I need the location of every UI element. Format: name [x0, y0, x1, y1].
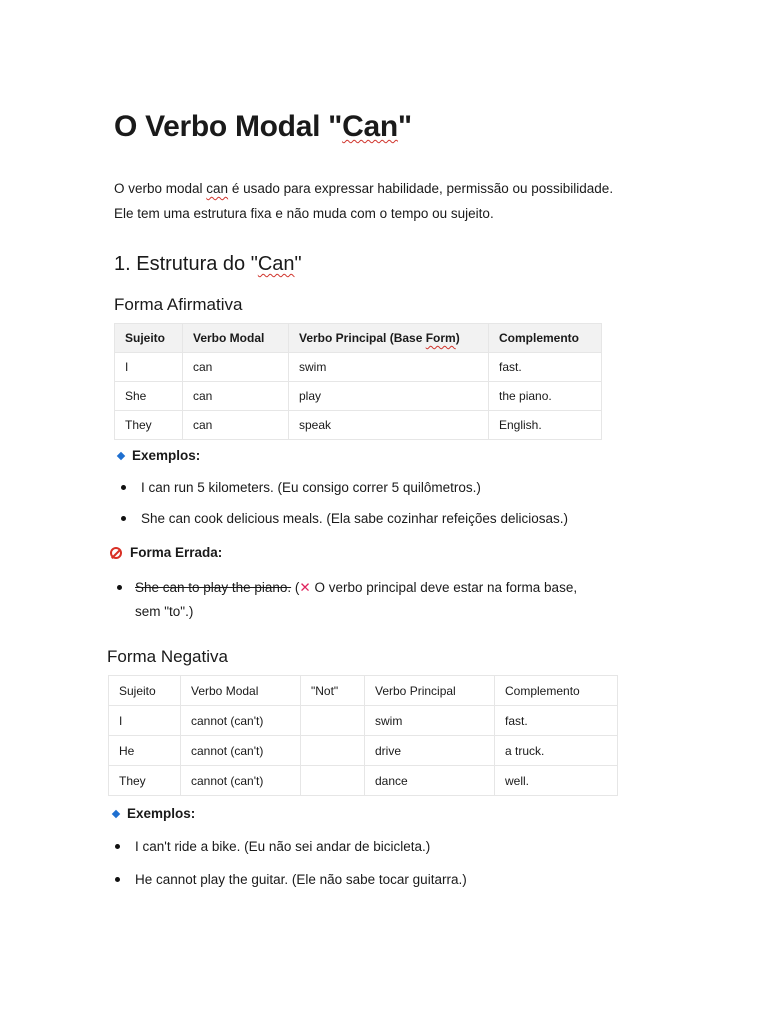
examples-label-affirmative	[118, 448, 200, 463]
cell: They	[109, 766, 181, 796]
title-word-can: Can	[342, 110, 398, 143]
section-text: 1. Estrutura do "	[114, 253, 258, 275]
cell: They	[115, 411, 183, 440]
examples-label-negative	[113, 806, 195, 821]
table-row	[109, 766, 618, 796]
title-quote: "	[397, 110, 412, 143]
bullet-icon	[121, 485, 126, 490]
table-row	[115, 382, 602, 411]
header-complement: Complemento	[495, 676, 618, 706]
header-main-verb-close: )	[455, 331, 460, 345]
header-modal: Verbo Modal	[183, 324, 289, 353]
wrong-form-label	[110, 545, 222, 560]
bullet-icon	[121, 516, 126, 521]
wrong-explanation-2: sem "to".)	[135, 604, 194, 619]
title-text: O Verbo Modal "	[114, 110, 343, 143]
cell: She	[115, 382, 183, 411]
table-row	[109, 736, 618, 766]
cell: can	[183, 382, 289, 411]
header-modal: Verbo Modal	[181, 676, 301, 706]
list-item: I can't ride a bike. (Eu não sei andar de bicicleta.)	[135, 839, 431, 854]
list-item-wrong	[135, 576, 615, 624]
header-complement: Complemento	[489, 324, 602, 353]
cell	[301, 706, 365, 736]
intro-text-1: O verbo modal	[114, 181, 207, 196]
bullet-icon	[115, 877, 120, 882]
section-word-can: Can	[257, 253, 295, 275]
intro-text-2: é usado para expressar habilidade, permissão ou possibilidade. Ele tem uma estrutura fixa e não muda com o tempo ou sujeito.	[114, 181, 614, 221]
table-header-row	[109, 676, 618, 706]
table-row	[115, 411, 602, 440]
header-subject: Sujeito	[109, 676, 181, 706]
table-row	[115, 353, 602, 382]
cell: dance	[365, 766, 495, 796]
page-title	[114, 110, 412, 144]
cell: can	[183, 353, 289, 382]
cell	[301, 736, 365, 766]
struck-sentence: She can to play the piano.	[135, 580, 292, 595]
examples-label-text: Exemplos:	[127, 806, 196, 821]
cell: fast.	[489, 353, 602, 382]
header-subject: Sujeito	[115, 324, 183, 353]
heading-negative: Forma Negativa	[107, 647, 228, 666]
header-main-verb-form: Form	[425, 331, 456, 345]
cell: speak	[289, 411, 489, 440]
heading-affirmative: Forma Afirmativa	[114, 295, 243, 314]
cell: cannot (can't)	[181, 736, 301, 766]
affirmative-table	[114, 323, 602, 440]
cell: well.	[495, 766, 618, 796]
section-quote: "	[294, 253, 302, 275]
table-header-row	[115, 324, 602, 353]
header-main-verb	[289, 324, 489, 353]
bullet-icon	[115, 844, 120, 849]
diamond-icon	[117, 451, 125, 459]
cell: the piano.	[489, 382, 602, 411]
list-item: He cannot play the guitar. (Ele não sabe tocar guitarra.)	[135, 872, 467, 887]
prohibited-icon	[110, 547, 122, 559]
section-heading-structure	[114, 253, 302, 276]
cell: swim	[289, 353, 489, 382]
diamond-icon	[112, 809, 120, 817]
cell: He	[109, 736, 181, 766]
cell	[301, 766, 365, 796]
list-item: She can cook delicious meals. (Ela sabe cozinhar refeições deliciosas.)	[141, 511, 568, 526]
header-main-verb: Verbo Principal	[365, 676, 495, 706]
cell: drive	[365, 736, 495, 766]
cell: cannot (can't)	[181, 706, 301, 736]
cell: a truck.	[495, 736, 618, 766]
cell: fast.	[495, 706, 618, 736]
cell: I	[109, 706, 181, 736]
bullet-icon	[117, 585, 122, 590]
examples-label-text: Exemplos:	[132, 448, 201, 463]
intro-word-can: can	[206, 181, 229, 196]
cell: English.	[489, 411, 602, 440]
cell: cannot (can't)	[181, 766, 301, 796]
intro-paragraph	[114, 176, 634, 226]
paren-open: (	[291, 580, 300, 595]
list-item: I can run 5 kilometers. (Eu consigo correr 5 quilômetros.)	[141, 480, 481, 495]
cell: I	[115, 353, 183, 382]
cell: can	[183, 411, 289, 440]
table-row	[109, 706, 618, 736]
wrong-explanation: O verbo principal deve estar na forma base,	[310, 580, 578, 595]
cross-icon: ✕	[299, 580, 311, 595]
cell: play	[289, 382, 489, 411]
header-main-verb-text: Verbo Principal (Base	[299, 331, 426, 345]
cell: swim	[365, 706, 495, 736]
wrong-form-label-text: Forma Errada:	[130, 545, 223, 560]
negative-table	[108, 675, 618, 796]
header-not: "Not"	[301, 676, 365, 706]
